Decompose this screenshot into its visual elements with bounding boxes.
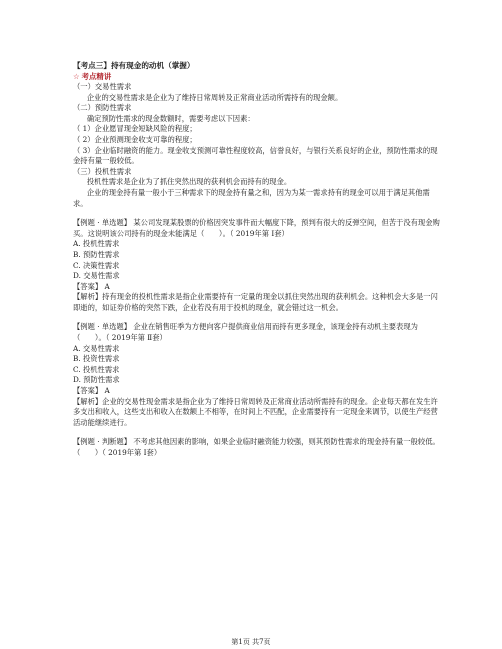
- section-title: 【考点三】持有现金的动机（掌握）: [73, 61, 195, 70]
- question-1-option-d: D. 交易性需求: [73, 271, 120, 281]
- paragraph-transaction-demand: 企业的交易性需求是企业为了维持日常周转及正常商业活动所需持有的现金额。: [86, 92, 343, 102]
- question-1-answer: 【答案】 A: [73, 281, 110, 291]
- subsection-heading-text: 考点精讲: [81, 72, 112, 81]
- question-1-stem: 【例题 · 单选题】 某公司发现某股票的价格因突发事件而大幅度下降，预判有很大的反弹空间，但苦于没有现金购买。这说明该公司持有的现金未能满足（ ）。（ 2019年第 Ⅰ套）: [73, 218, 440, 238]
- question-1-option-c: C. 决策性需求: [73, 260, 120, 270]
- paragraph-speculative-demand: 投机性需求是企业为了抓住突然出现的获利机会而持有的现金。: [86, 177, 292, 187]
- heading-speculative-demand: （三）投机性需求: [73, 166, 132, 176]
- question-1-analysis: 【解析】持有现金的投机性需求是指企业需要持有一定量的现金以抓住突然出现的获利机会。这种机会大多是一闪即逝的，如证券价格的突然下跌，企业若没有用于投机的现金，就会错过这一机会。: [73, 292, 438, 312]
- paragraph-cash-summary: 企业的现金持有量一般小于三种需求下的现金持有量之和，因为为某一需求持有的现金可以用于满足其他需求。: [73, 187, 430, 208]
- page-footer: 第1页 共7页: [231, 638, 271, 646]
- question-3-stem: 【例题 · 判断题】 不考虑其他因素的影响，如果企业临时融资能力较强，则其预防性需求的现金持有量一般较低。（ ）（ 2019年第 Ⅰ套）: [73, 437, 440, 457]
- subsection-heading: [73, 71, 441, 82]
- question-2-stem: 【例题 · 单选题】 企业在销售旺季为方便向客户提供商业信用而持有更多现金，该现金持有动机主要表现为（ ）。（ 2019年第 Ⅱ套）: [73, 322, 418, 343]
- question-2-option-c: C. 投机性需求: [73, 364, 120, 374]
- question-2-option-b: B. 投资性需求: [73, 354, 120, 364]
- document-page: [73, 60, 441, 459]
- paragraph-precautionary-intro: 确定预防性需求的现金数额时，需要考虑以下因素：: [86, 113, 255, 123]
- question-1-option-a: A. 投机性需求: [73, 239, 120, 249]
- question-1-option-b: B. 预防性需求: [73, 249, 120, 259]
- question-2-answer: 【答案】 A: [73, 386, 110, 396]
- star-icon: ☆: [73, 72, 80, 81]
- heading-precautionary-demand: （二）预防性需求: [73, 103, 132, 113]
- question-2-option-d: D. 预防性需求: [73, 375, 120, 385]
- list-item-factor-3: （ 3）企业临时融资的能力。现金收支预测可靠性程度较高，信誉良好，与银行关系良好的企业，预防性需求的现金持有量一般较低。: [73, 145, 438, 166]
- list-item-factor-2: （ 2）企业预测现金收支可靠的程度；: [73, 134, 197, 144]
- question-2-analysis: 【解析】企业的交易性现金需求是指企业为了维持日常周转及正常商业活动所需持有的现金。企业每天都在发生许多支出和收入，这些支出和收入在数额上不相等，在时间上不匹配，企业需要持有一定现金来调节，以使生产经营活动能继续进行。: [73, 396, 438, 427]
- question-2-option-a: A. 交易性需求: [73, 343, 120, 353]
- heading-transaction-demand: （一）交易性需求: [73, 82, 132, 91]
- list-item-factor-1: （ 1）企业愿冒现金短缺风险的程度；: [73, 124, 197, 134]
